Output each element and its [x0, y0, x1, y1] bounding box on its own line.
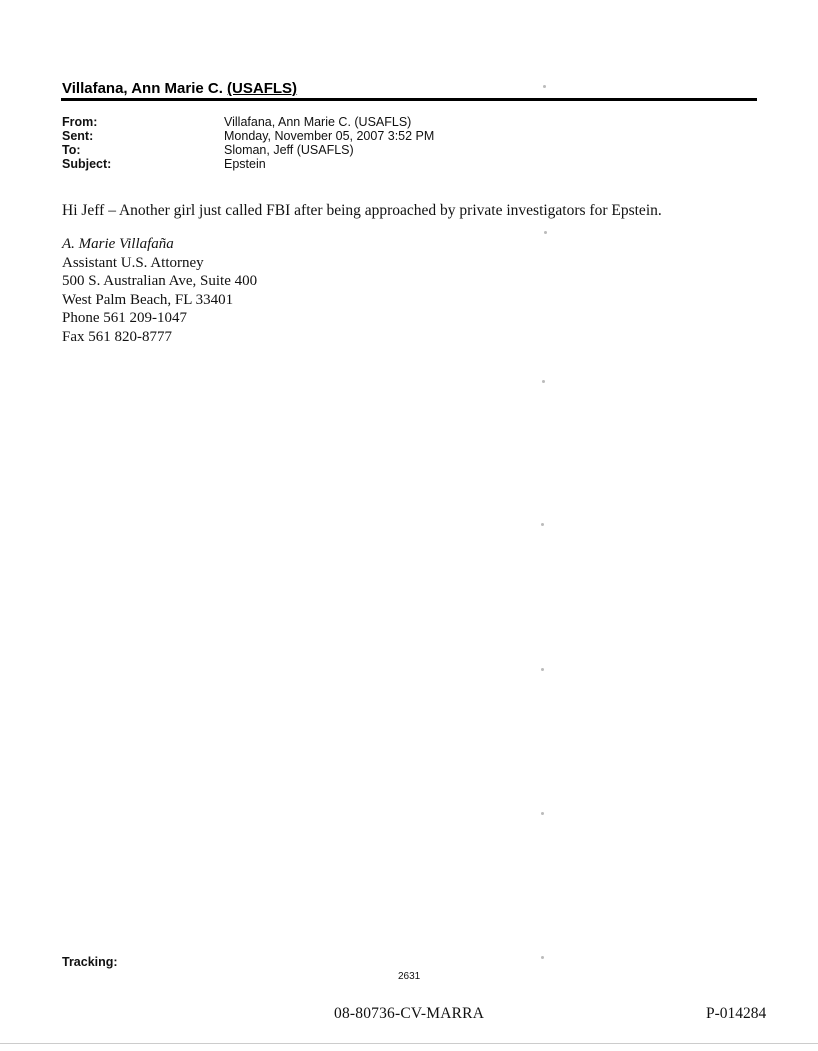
header-label: Subject: [62, 157, 112, 171]
heading-rule [61, 98, 757, 101]
scan-speck [541, 523, 544, 526]
page-number: 2631 [398, 971, 421, 982]
signature-phone: Phone 561 209-1047 [62, 310, 187, 326]
bates-number: P-014284 [706, 1005, 767, 1022]
sender-org-text: (USAFLS) [227, 80, 298, 97]
signature-address-line1: 500 S. Australian Ave, Suite 400 [62, 273, 258, 289]
sender-name-heading [62, 80, 297, 97]
scan-speck [544, 231, 547, 234]
scan-speck [541, 668, 544, 671]
sender-name-text: Villafana, Ann Marie C. [62, 80, 228, 97]
header-label: To: [62, 143, 81, 157]
scan-speck [543, 85, 546, 88]
case-number: 08-80736-CV-MARRA [334, 1005, 485, 1022]
header-label: Sent: [62, 129, 94, 143]
email-headers [62, 115, 434, 171]
scan-edge-line [0, 1043, 818, 1044]
signature-address-line2: West Palm Beach, FL 33401 [62, 291, 234, 308]
header-row-sent [62, 129, 434, 143]
header-row-to [62, 143, 434, 157]
signature-name: A. Marie Villafaña [62, 236, 174, 252]
scan-speck [541, 956, 544, 959]
email-signature [62, 235, 257, 346]
header-row-from [62, 115, 434, 129]
scan-speck [542, 380, 545, 383]
header-row-subject [62, 157, 434, 171]
signature-fax: Fax 561 820-8777 [62, 328, 172, 345]
header-value: Villafana, Ann Marie C. (USAFLS) [224, 115, 412, 129]
header-label: From: [62, 115, 98, 129]
header-value: Epstein [224, 157, 266, 171]
signature-title: Assistant U.S. Attorney [62, 254, 204, 271]
scan-speck [541, 812, 544, 815]
header-value: Sloman, Jeff (USAFLS) [224, 143, 354, 157]
email-body: Hi Jeff – Another girl just called FBI after being approached by private investigators for Epstein. [62, 202, 662, 219]
header-value: Monday, November 05, 2007 3:52 PM [224, 129, 435, 143]
tracking-label: Tracking: [62, 955, 118, 969]
